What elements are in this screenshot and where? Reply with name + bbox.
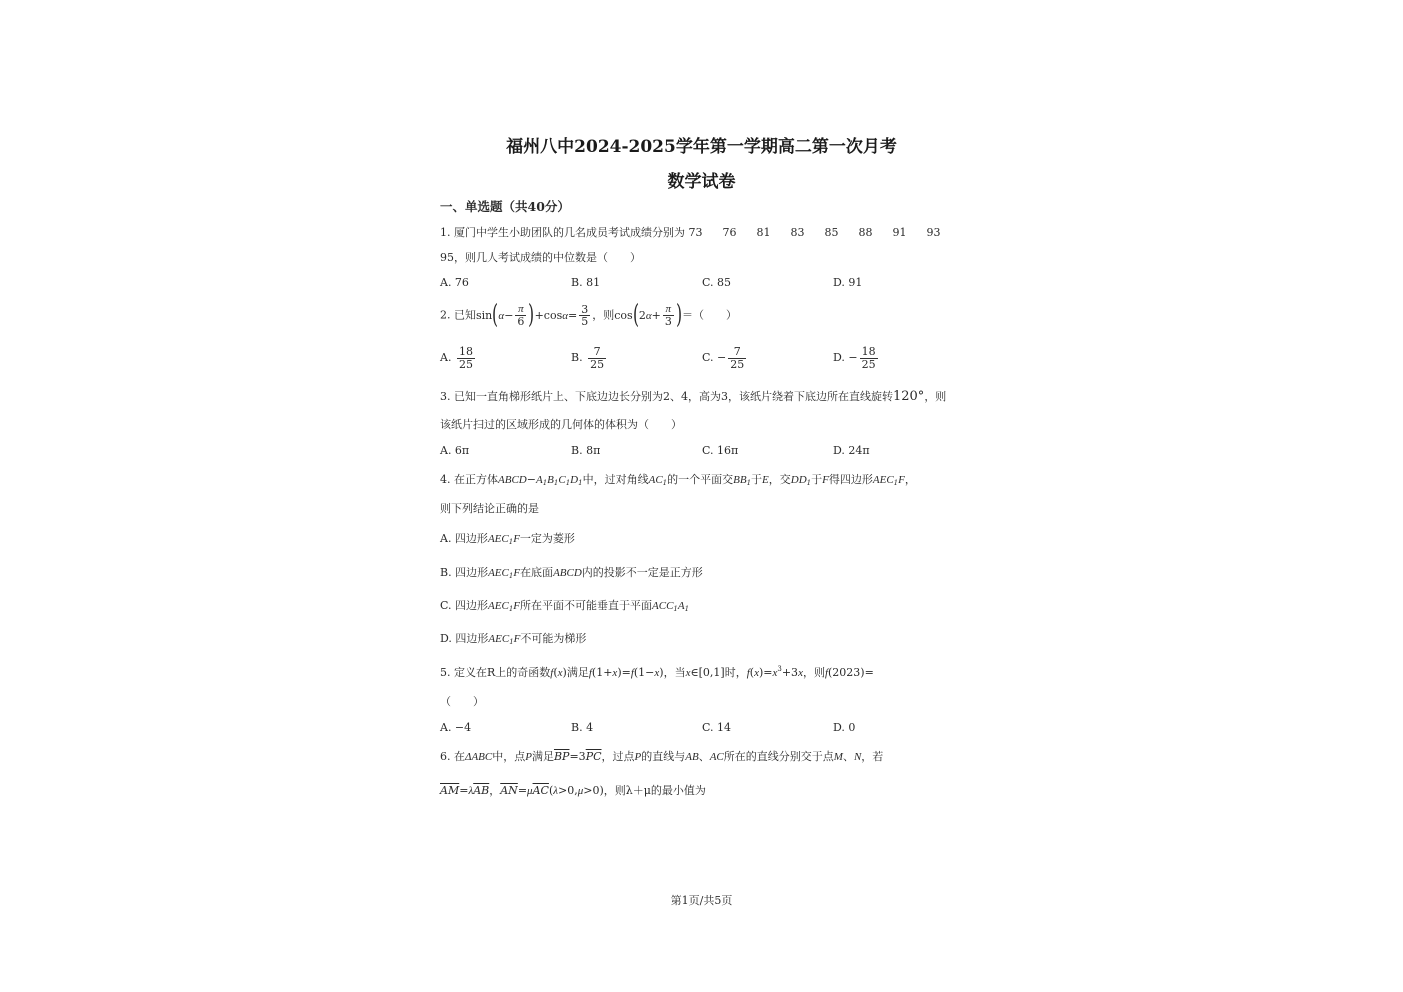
question-4-option-d[interactable]: D. 四边形$AEC_1F$不可能为梯形 — [440, 632, 587, 646]
score-value: 93 — [926, 226, 941, 239]
question-1-text: 1. 厦门中学生小助团队的几名成员考试成绩分别为 — [440, 226, 685, 239]
question-4-option-c[interactable]: C. 四边形$AEC_1F$所在平面不可能垂直于平面$ACC_1A_1$ — [440, 599, 690, 613]
score-value: 73 — [688, 226, 703, 239]
question-4-line-2: 则下列结论正确的是 — [440, 502, 539, 515]
question-1-option-a[interactable]: A. 76 — [440, 276, 469, 289]
question-3-line-1: 3. 已知一直角梯形纸片上、下底边边长分别为2、4，高为3，该纸片绕着下底边所在直线旋转120°，则 — [440, 389, 947, 404]
question-3-option-a[interactable]: A. 6π — [440, 444, 470, 457]
question-5-line-1: 5. 定义在R上的奇函数f(x)满足f(1+x)=f(1−x)，当x∈[0,1]时，$f(x)=x^3+3x$，则f(2023)= — [440, 665, 874, 679]
question-5-option-c[interactable]: C. 14 — [702, 721, 732, 734]
question-5-option-a[interactable]: A. −4 — [440, 721, 472, 734]
question-1-line-1 — [440, 226, 961, 239]
question-2-formula-2: cos(2α+ $\frac{\pi}{3}$ ) — [614, 300, 682, 330]
question-3-option-d[interactable]: D. 24π — [833, 444, 870, 457]
page-number: 第1页/共5页 — [670, 894, 733, 907]
exam-subtitle: 数学试卷 — [667, 172, 736, 192]
score-value: 88 — [858, 226, 873, 239]
section-heading: 一、单选题（共40分） — [440, 199, 570, 214]
score-value: 83 — [790, 226, 805, 239]
score-value: 76 — [722, 226, 737, 239]
score-value: 81 — [756, 226, 771, 239]
question-6-line-1: 6. 在ΔABC中，点P满足$\overline{BP}=3\overline{PC}$，过点P的直线与AB、AC所在的直线分别交于点M、N，若 — [440, 750, 884, 763]
question-2-line — [440, 300, 737, 331]
question-4-line-1: 4. 在正方体$ABCD-A_1B_1C_1D_1$中，过对角线$AC_1$的一个平面交$BB_1$于E，交$DD_1$于F得四边形$AEC_1F$， — [440, 473, 916, 487]
question-1-option-c[interactable]: C. 85 — [702, 276, 732, 289]
question-3-option-b[interactable]: B. 8π — [571, 444, 601, 457]
question-2-formula-1: sin(α− $\frac{\pi}{6}$ )+cosα= $\frac{3}{5}$ — [476, 300, 589, 330]
score-value: 91 — [892, 226, 907, 239]
question-2-option-c[interactable]: C. − $\frac{7}{25}$ — [702, 345, 745, 371]
question-2-option-d[interactable]: D. − $\frac{18}{25}$ — [833, 345, 876, 371]
question-2-mid: ，则 — [592, 308, 615, 322]
question-1-option-b[interactable]: B. 81 — [571, 276, 601, 289]
question-2-option-a[interactable]: A. $\frac{18}{25}$ — [440, 345, 473, 371]
question-4-option-b[interactable]: B. 四边形$AEC_1F$在底面ABCD内的投影不一定是正方形 — [440, 566, 703, 580]
question-1-line-2: 95，则几人考试成绩的中位数是（ ） — [440, 251, 641, 264]
question-1-scores — [689, 226, 961, 239]
question-6-line-2: $\overline{AM}=\lambda\overline{AB}$，$\overline{AN}=\mu\overline{AC}(\lambda>0,\mu>0)$，则λ＋μ的最小值为 — [440, 784, 706, 797]
score-value: 85 — [824, 226, 839, 239]
question-5-option-d[interactable]: D. 0 — [833, 721, 856, 734]
question-2-option-b[interactable]: B. $\frac{7}{25}$ — [571, 345, 605, 371]
question-3-option-c[interactable]: C. 16π — [702, 444, 739, 457]
question-4-option-a[interactable]: A. 四边形$AEC_1F$一定为菱形 — [440, 532, 575, 546]
question-5-line-2: （ ） — [440, 695, 484, 708]
question-5-option-b[interactable]: B. 4 — [571, 721, 594, 734]
question-3-line-2: 该纸片扫过的区域形成的几何体的体积为（ ） — [440, 418, 682, 431]
question-2-prefix: 2. 已知 — [440, 308, 476, 322]
exam-title: 福州八中2024-2025学年第一学期高二第一次月考 — [506, 137, 897, 157]
question-1-option-d[interactable]: D. 91 — [833, 276, 863, 289]
question-2-suffix: ＝（ ） — [681, 308, 737, 322]
